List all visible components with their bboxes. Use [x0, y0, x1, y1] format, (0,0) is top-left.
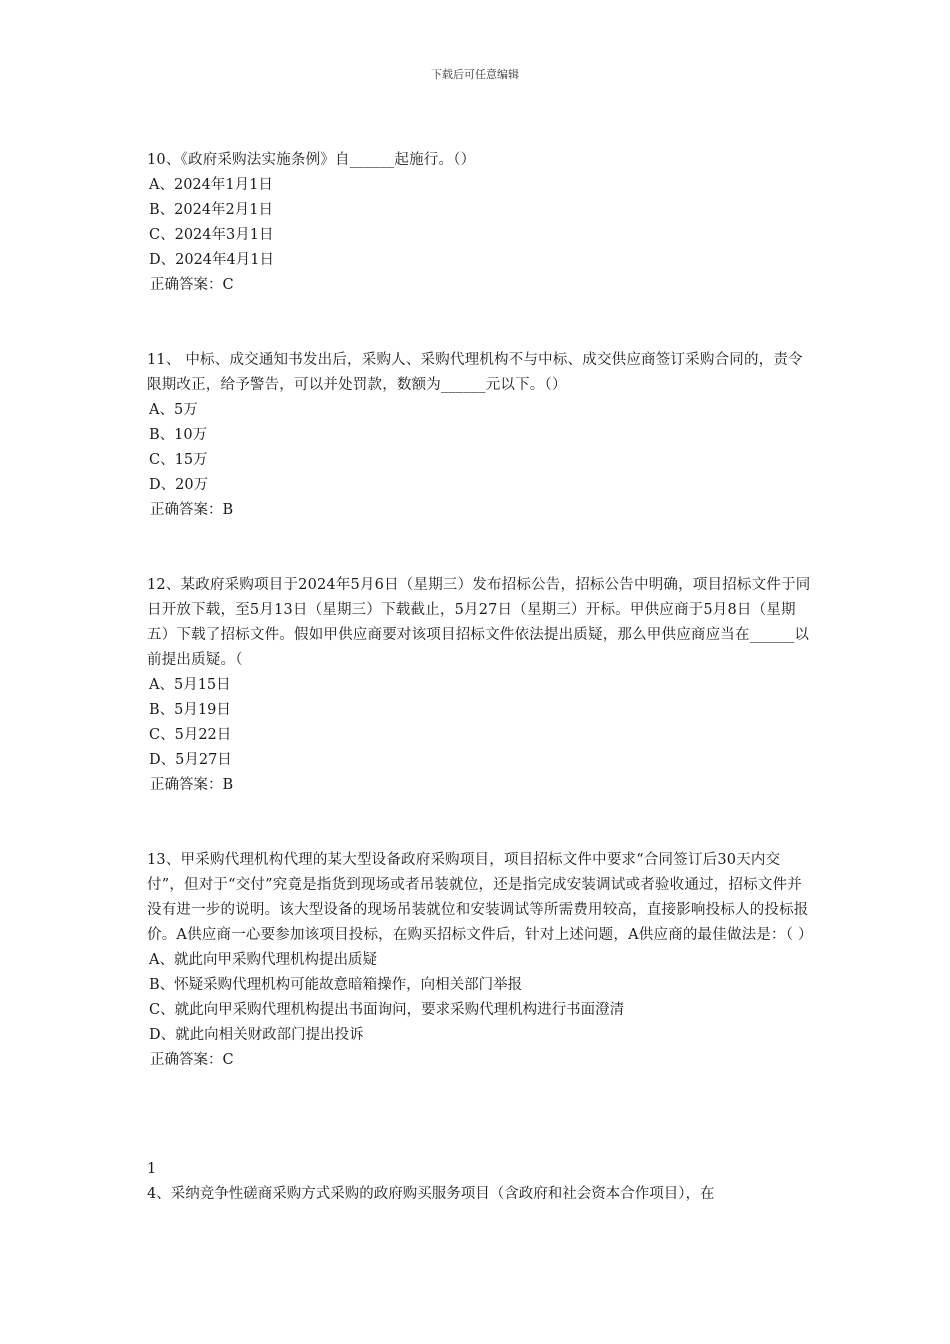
option-d: D、2024年4月1日	[149, 252, 274, 268]
option-a: A、5万	[149, 402, 198, 418]
question-13	[147, 848, 812, 1073]
question-stem: 10、《政府采购法实施条例》自______起施行。（）	[147, 152, 476, 168]
option-a: A、就此向甲采购代理机构提出质疑	[149, 952, 377, 968]
question-14-stem-partial: 4、采纳竞争性磋商采购方式采购的政府购买服务项目（含政府和社会资本合作项目），在	[147, 1186, 715, 1202]
option-a: A、5月15日	[149, 677, 231, 693]
question-list	[147, 148, 812, 1207]
page-number-fragment: 1	[147, 1161, 157, 1177]
question-10	[147, 148, 812, 298]
correct-answer: 正确答案：B	[150, 777, 234, 793]
option-d: D、5月27日	[149, 752, 232, 768]
option-d: D、20万	[149, 477, 209, 493]
question-stem: 12、某政府采购项目于2024年5月6日（星期三）发布招标公告，招标公告中明确，项目招标文件于同日开放下载，至5月13日（星期三）下载截止，5月27日（星期三）开标。甲供应商于5月8日（星期五）下载了招标文件。假如甲供应商要对该项目招标文件依法提出质疑，那么甲供应商应当在______以前提出质疑。（	[147, 577, 811, 668]
question-11	[147, 348, 812, 523]
option-c: C、5月22日	[149, 727, 232, 743]
option-d: D、就此向相关财政部门提出投诉	[149, 1027, 364, 1043]
option-b: B、怀疑采购代理机构可能故意暗箱操作，向相关部门举报	[149, 977, 523, 993]
option-b: B、2024年2月1日	[149, 202, 274, 218]
question-stem: 11、 中标、成交通知书发出后，采购人、采购代理机构不与中标、成交供应商签订采购合同的，责令限期改正，给予警告，可以并处罚款，数额为______元以下。（）	[147, 352, 803, 393]
option-b: B、5月19日	[149, 702, 231, 718]
correct-answer: 正确答案：B	[150, 502, 234, 518]
option-c: C、就此向甲采购代理机构提出书面询问，要求采购代理机构进行书面澄清	[149, 1002, 625, 1018]
page-header: 下载后可任意编辑	[431, 68, 519, 81]
question-stem: 13、甲采购代理机构代理的某大型设备政府采购项目，项目招标文件中要求“合同签订后30天内交付”，但对于“交付”究竟是指货到现场或者吊装就位，还是指完成安装调试或者验收通过，招标文件并没有进一步的说明。该大型设备的现场吊装就位和安装调试等所需费用较高，直接影响投标人的投标报价。A供应商一心要参加该项目投标，在购买招标文件后，针对上述问题，A供应商的最佳做法是：（ ）	[147, 852, 813, 943]
question-12	[147, 573, 812, 798]
option-b: B、10万	[149, 427, 208, 443]
correct-answer: 正确答案：C	[150, 277, 234, 293]
correct-answer: 正确答案：C	[150, 1052, 234, 1068]
option-a: A、2024年1月1日	[149, 177, 273, 193]
option-c: C、15万	[149, 452, 208, 468]
option-c: C、2024年3月1日	[149, 227, 274, 243]
